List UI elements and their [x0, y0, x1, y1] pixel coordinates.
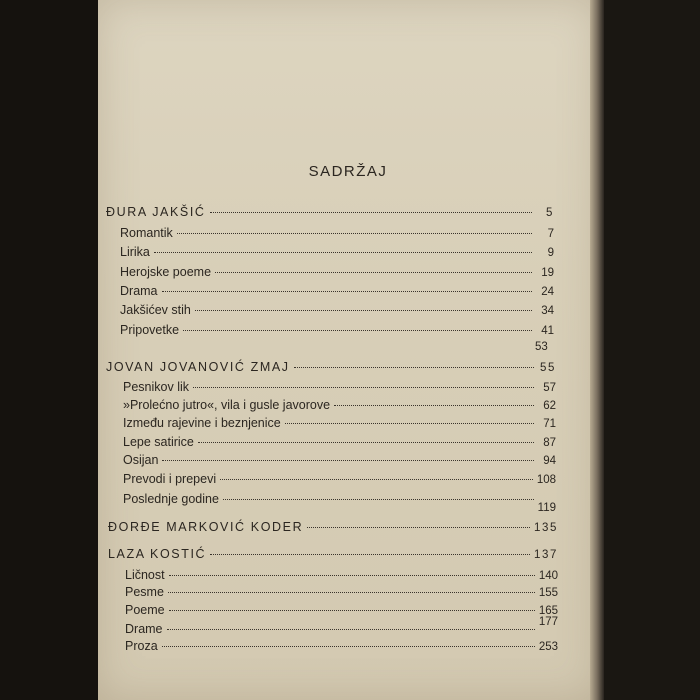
toc-entry: [125, 616, 558, 636]
book-page-edge: [590, 0, 604, 700]
toc-entry-title: Lirika: [120, 245, 150, 259]
dot-leader: [167, 629, 535, 630]
toc-entry: [123, 416, 556, 430]
toc-entry: [125, 568, 558, 582]
toc-entry-page: 87: [543, 437, 556, 449]
table-of-contents: [98, 0, 598, 700]
toc-entry: [120, 323, 554, 337]
toc-entry-title: Ličnost: [125, 568, 165, 582]
toc-entry-title: Romantik: [120, 226, 173, 240]
toc-entry-title: Jakšićev stih: [120, 303, 191, 317]
toc-entry-page: 34: [541, 305, 554, 317]
dot-leader: [183, 330, 532, 331]
toc-entry: [125, 603, 558, 617]
dot-leader: [285, 423, 534, 424]
book-page: [98, 0, 598, 700]
toc-entry-page: 165: [538, 605, 558, 617]
toc-entry-page: 135: [534, 522, 558, 534]
toc-entry-page: 137: [534, 549, 558, 561]
toc-entry-title: JOVAN JOVANOVIĆ ZMAJ: [106, 360, 290, 374]
book-shadow-left: [0, 0, 98, 700]
toc-entry-page: 253: [538, 641, 558, 653]
toc-entry: [123, 453, 556, 467]
dot-leader: [154, 252, 532, 253]
dot-leader: [177, 233, 532, 234]
toc-entry: [120, 226, 554, 240]
toc-entry-title: ĐURA JAKŠIĆ: [106, 205, 206, 219]
toc-entry-title: Pesnikov lik: [123, 380, 189, 394]
toc-entry: [123, 472, 556, 486]
toc-entry-page: 71: [543, 418, 556, 430]
dot-leader: [193, 387, 534, 388]
toc-entry: [125, 639, 558, 653]
dot-leader: [215, 272, 532, 273]
toc-entry-page: 24: [541, 286, 554, 298]
toc-entry-title: Drame: [125, 622, 163, 636]
dot-leader: [198, 442, 534, 443]
toc-entry: [123, 398, 556, 412]
dot-leader: [334, 405, 534, 406]
toc-entry: [120, 265, 554, 279]
toc-author-entry: [106, 205, 554, 219]
toc-entry-page: 140: [538, 570, 558, 582]
dot-leader: [162, 646, 535, 647]
dot-leader: [294, 367, 534, 368]
toc-entry-title: Drama: [120, 284, 158, 298]
toc-entry-page: 9: [547, 247, 554, 259]
toc-entry-page: 5: [546, 207, 554, 219]
toc-entry-title: Osijan: [123, 453, 159, 467]
toc-entry-title: Pripovetke: [120, 323, 180, 337]
toc-entry: [123, 380, 556, 394]
toc-entry-page: 155: [538, 587, 558, 599]
dot-leader: [162, 460, 534, 461]
toc-author-entry: [106, 360, 556, 374]
toc-entry-title: Između rajevine i beznjenice: [123, 416, 281, 430]
toc-entry-page: 57: [543, 382, 556, 394]
dot-leader: [307, 527, 530, 528]
toc-entry: [123, 492, 556, 514]
toc-entry-page: 62: [543, 400, 556, 412]
toc-entry-page: 55: [540, 362, 556, 374]
toc-author-entry: [108, 520, 558, 534]
toc-entry-page: 108: [536, 474, 556, 486]
toc-entry-title: Poslednje godine: [123, 492, 219, 506]
page-title: SADRŽAJ: [308, 163, 388, 180]
toc-entry-title: Herojske poeme: [120, 265, 212, 279]
dot-leader: [210, 554, 530, 555]
toc-entry-title: ĐORĐE MARKOVIĆ KODER: [108, 520, 304, 534]
toc-entry-page: 177: [538, 616, 558, 628]
toc-entry-title: »Prolećno jutro«, vila i gusle javorove: [123, 398, 331, 412]
toc-entry: [120, 284, 554, 298]
toc-entry-title: Poeme: [125, 603, 165, 617]
toc-entry-page: 119: [537, 502, 556, 514]
dot-leader: [210, 212, 532, 213]
stray-page-number: 53: [535, 341, 548, 353]
dot-leader: [220, 479, 533, 480]
toc-entry-title: Prevodi i prepevi: [123, 472, 217, 486]
dot-leader: [169, 610, 535, 611]
dot-leader: [169, 575, 535, 576]
dot-leader: [168, 592, 535, 593]
toc-entry: [120, 245, 554, 259]
toc-entry-page: 94: [543, 455, 556, 467]
dot-leader: [223, 499, 534, 500]
toc-entry-page: 7: [547, 228, 554, 240]
toc-entry: [120, 303, 554, 317]
dot-leader: [162, 291, 532, 292]
toc-entry: [123, 435, 556, 449]
toc-entry-title: LAZA KOSTIĆ: [108, 547, 207, 561]
toc-entry-title: Lepe satirice: [123, 435, 194, 449]
toc-entry-page: 19: [541, 267, 554, 279]
toc-entry-title: Pesme: [125, 585, 164, 599]
toc-entry: [125, 585, 558, 599]
toc-entry-page: 41: [541, 325, 554, 337]
toc-author-entry: [108, 547, 558, 561]
dot-leader: [195, 310, 532, 311]
toc-entry-title: Proza: [125, 639, 158, 653]
